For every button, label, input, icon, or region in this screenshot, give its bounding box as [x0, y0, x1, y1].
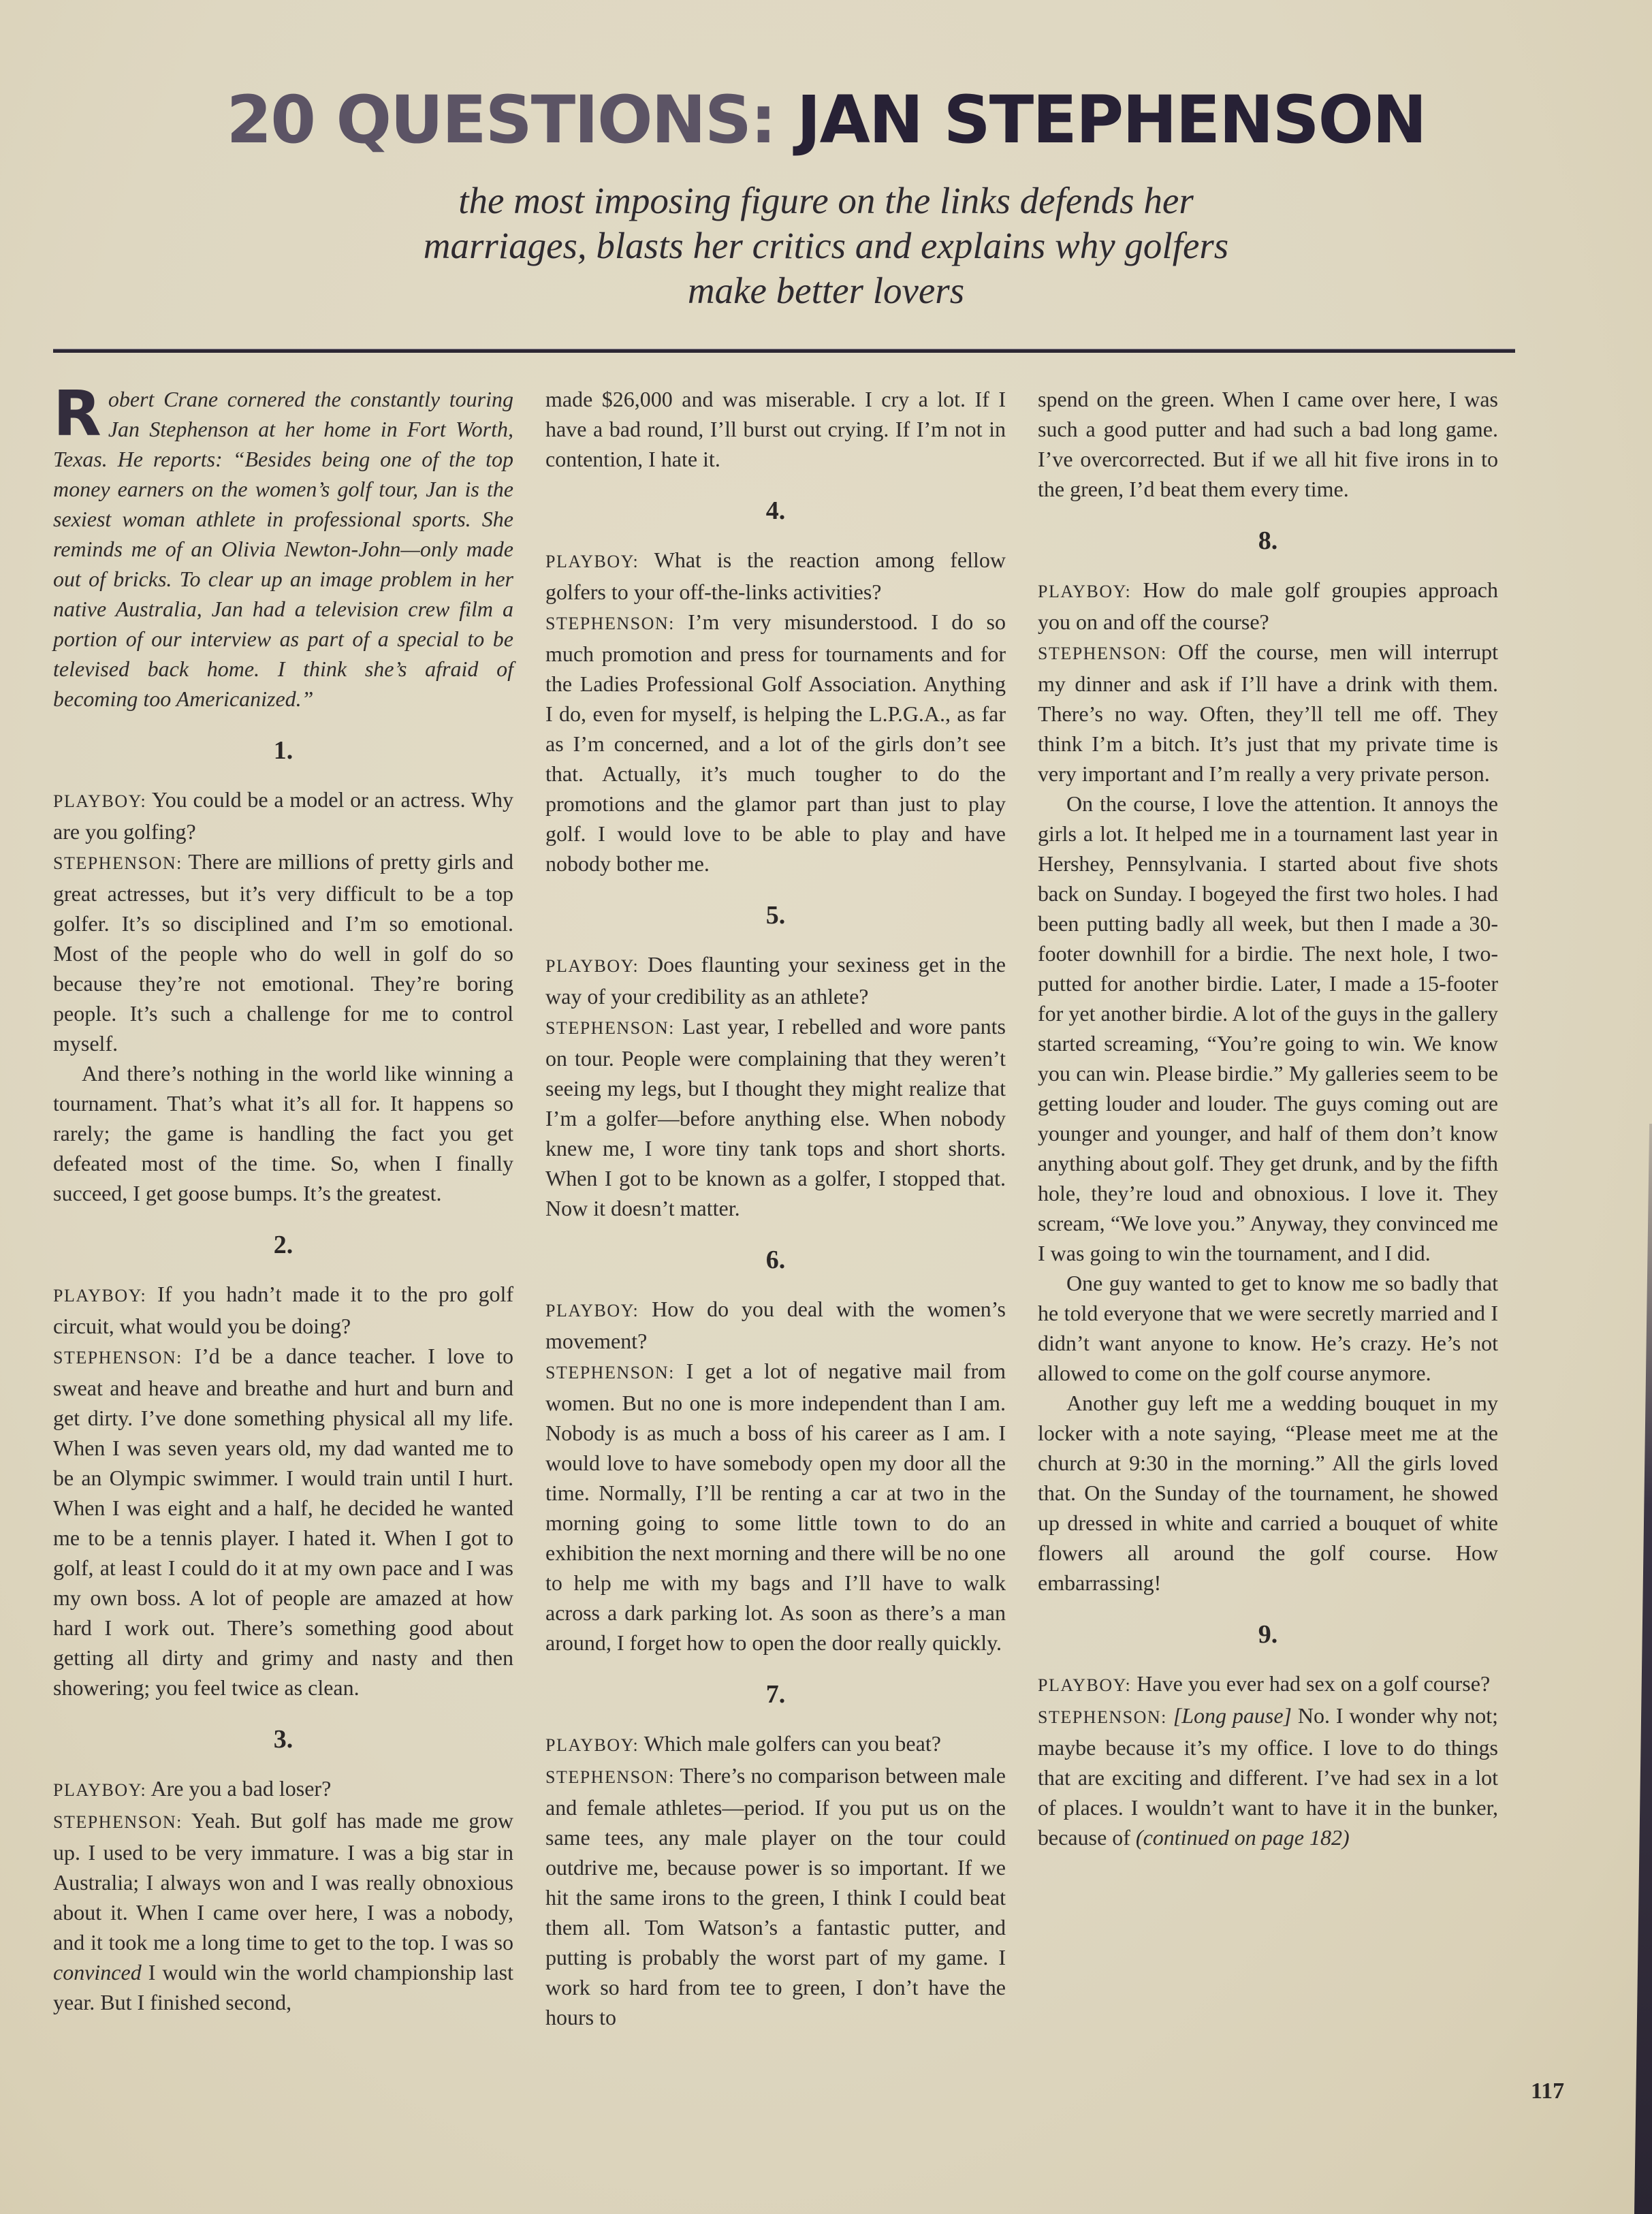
speaker-playboy: PLAYBOY: — [1038, 1675, 1132, 1695]
answer-text: I would win the world championship last year. But I finished second, — [53, 1960, 513, 2014]
speaker-playboy: PLAYBOY: — [545, 552, 639, 571]
question-text: Are you a bad loser? — [150, 1776, 332, 1801]
continued-note: (continued on page 182) — [1135, 1825, 1350, 1850]
speaker-playboy: PLAYBOY: — [545, 956, 639, 976]
question-7 — [545, 1728, 1006, 1760]
subtitle-line: marriages, blasts her critics and explains why golfers — [423, 225, 1229, 266]
answer-8 — [1038, 637, 1498, 789]
subtitle-line: make better lovers — [687, 270, 965, 311]
title-name: JAN STEPHENSON — [796, 82, 1426, 158]
question-4 — [545, 545, 1006, 607]
speaker-stephenson: STEPHENSON: — [1038, 1707, 1167, 1727]
question-text: Does flaunting your sexiness get in the way of your credibility as an athlete? — [545, 952, 1006, 1009]
article-body — [53, 377, 1499, 2032]
speaker-playboy: PLAYBOY: — [53, 791, 147, 811]
intro-paragraph — [53, 377, 513, 714]
answer-text: No. I wonder why not; maybe because it’s my office. I love to do things that are exciting and different. I’ve had sex in a lot of places. I wouldn’t want to have it in the bunker, because of — [1038, 1703, 1499, 1850]
question-number-5: 5. — [765, 901, 786, 930]
answer-text: Last year, I rebelled and wore pants on tour. People were complaining that they weren’t seeing my legs, but I thought they might realize that I’m a golfer—before anything else. When nobody knew me, I wore tiny tank tops and short shorts. When I got to be known as a golfer, I stopped that. Now it doesn’t matter. — [545, 1014, 1006, 1220]
speaker-stephenson: STEPHENSON: — [53, 1348, 182, 1367]
question-9 — [1038, 1669, 1498, 1701]
question-5 — [545, 949, 1006, 1011]
question-number-2: 2. — [273, 1231, 293, 1259]
speaker-stephenson: STEPHENSON: — [545, 1018, 675, 1038]
answer-text: There’s no comparison between male and female athletes—period. If you put us on the same tees, any male player on the tour could outdrive me, because power is so important. If we hit the same irons to the green, I think I could beat them all. Tom Watson’s a fantastic putter, and putting is probably the worst part of my game. I work so hard from tee to green, I don’t have the hours to — [545, 1763, 1006, 2029]
title-kicker: 20 QUESTIONS: — [226, 82, 776, 158]
question-1 — [53, 785, 513, 847]
question-number-4: 4. — [765, 496, 786, 525]
subtitle-line: the most imposing figure on the links defends her — [458, 180, 1194, 221]
speaker-playboy: PLAYBOY: — [1038, 582, 1132, 601]
page-binding-shadow — [1634, 1124, 1652, 2214]
column-2 — [545, 384, 1006, 2032]
divider-rule — [53, 349, 1515, 353]
question-text: Have you ever had sex on a golf course? — [1137, 1671, 1491, 1696]
speaker-playboy: PLAYBOY: — [53, 1286, 147, 1306]
answer-text: There are millions of pretty girls and great actresses, but it’s very difficult to be a top golfer. It’s so disciplined and I’m so emotional. Most of the people who do well in golf do so because they’re not emotional. They’re boring people. It’s such a challenge for me to control myself. — [53, 849, 514, 1056]
answer-text: Off the course, men will interrupt my dinner and ask if I’ll have a drink with them. There’s no way. Often, they’ll tell me off. They think I’m a bitch. It’s just that my private time is very important and I’m really a very private person. — [1038, 639, 1499, 786]
page-title — [0, 82, 1652, 158]
speaker-stephenson: STEPHENSON: — [545, 1363, 675, 1382]
answer-text: I’d be a dance teacher. I love to sweat and heave and breathe and hurt and burn and get dirty. I’ve done something physical all my life. When I was seven years old, my dad wanted me to be an Olympic swimmer. I would train until I hurt. When I was eight and a half, he decided he wanted me to be a tennis player. I hated it. When I got to golf, at least I could do it at my own pace and I was my own boss. A lot of people are amazed at how hard I work out. There’s something good about getting all dirty and grimy and nasty and then showering; you feel twice as clean. — [53, 1344, 514, 1700]
question-text: Which male golfers can you beat? — [644, 1731, 941, 1756]
question-3 — [53, 1773, 513, 1805]
question-2 — [53, 1279, 513, 1341]
question-number-6: 6. — [765, 1246, 786, 1274]
question-8 — [1038, 575, 1498, 637]
article-header — [0, 0, 1652, 353]
speaker-playboy: PLAYBOY: — [53, 1780, 147, 1800]
column-3 — [1038, 384, 1498, 2032]
answer-6 — [545, 1356, 1006, 1658]
answer-8-par-2: On the course, I love the attention. It annoys the girls a lot. It helped me in a tournament last year in Hershey, Pennsylvania. I started about five shots back on Sunday. I bogeyed the first two holes. I had been putting badly all week, but then I made a 30-footer downhill for a birdie. The next hole, I two-putted for another birdie. Later, I made a 15-footer for yet another birdie. A lot of the guys in the gallery started screaming, “You’re going to win. We know you can win. Please birdie.” My galleries seem to be getting louder and louder. The guys coming out are younger and younger, and half of them don’t know anything about golf. They get drunk, and by the fifth hole, they’re loud and obnoxious. I love it. They scream, “We love you.” Anyway, they convinced me I was going to win the tournament, and I did. — [1038, 791, 1498, 1265]
question-number-1: 1. — [273, 736, 293, 765]
speaker-stephenson: STEPHENSON: — [1038, 644, 1167, 663]
question-number-9: 9. — [1258, 1620, 1278, 1649]
stage-direction: [Long pause] — [1173, 1703, 1292, 1728]
question-number-3: 3. — [273, 1725, 293, 1754]
speaker-stephenson: STEPHENSON: — [545, 1767, 675, 1787]
subtitle — [0, 178, 1652, 313]
speaker-playboy: PLAYBOY: — [545, 1735, 639, 1755]
answer-1 — [53, 847, 513, 1058]
speaker-stephenson: STEPHENSON: — [545, 614, 675, 633]
question-text: How do you deal with the women’s movement? — [545, 1297, 1006, 1353]
answer-1-par-2: And there’s nothing in the world like winning a tournament. That’s what it’s all for. It happens so rarely; the game is handling the fact you get defeated most of the time. So, when I finally succeed, I get goose bumps. It’s the greatest. — [53, 1061, 513, 1205]
question-text: What is the reaction among fellow golfers to your off-the-links activities? — [545, 548, 1006, 604]
answer-8-par-3: One guy wanted to get to know me so badly that he told everyone that we were secretly married and I didn’t want anyone to know. He’s crazy. He’s not allowed to come on the golf course anymore. — [1038, 1271, 1498, 1385]
answer-2 — [53, 1341, 513, 1703]
answer-9 — [1038, 1701, 1498, 1852]
drop-cap: R — [53, 377, 101, 450]
answer-3-continuation: made $26,000 and was miserable. I cry a lot. If I have a bad round, I’ll burst out crying. If I’m not in contention, I hate it. — [545, 387, 1006, 471]
answer-5 — [545, 1011, 1006, 1223]
speaker-stephenson: STEPHENSON: — [53, 1812, 182, 1832]
question-text: If you hadn’t made it to the pro golf circuit, what would you be doing? — [53, 1282, 514, 1338]
speaker-stephenson: STEPHENSON: — [53, 853, 182, 873]
answer-text: I get a lot of negative mail from women. But no one is more independent than I am. Nobody is as much a boss of his career as I am. I would love to have somebody open my door all the time. Normally, I’ll be renting a car at two in the morning going to some little town to do an exhibition the next morning and there will be no one to help me with my bags and I’ll have to walk across a dark parking lot. As soon as there’s a man around, I forget how to open the door really quickly. — [545, 1359, 1006, 1655]
question-text: How do male golf groupies approach you on and off the course? — [1038, 578, 1499, 634]
answer-3 — [53, 1805, 513, 2017]
question-number-8: 8. — [1258, 526, 1278, 555]
answer-7-continuation: spend on the green. When I came over here, I was such a good putter and had such a bad long game. I’ve overcorrected. But if we all hit five irons in to the green, I’d beat them every time. — [1038, 387, 1498, 501]
answer-8-par-4: Another guy left me a wedding bouquet in my locker with a note saying, “Please meet me at the church at 9:30 in the morning.” All the girls loved that. On the Sunday of the tournament, he showed up dressed in white and carried a bouquet of white flowers all around the golf course. How embarrassing! — [1038, 1391, 1498, 1595]
speaker-playboy: PLAYBOY: — [545, 1301, 639, 1321]
answer-text: Yeah. But golf has made me grow up. I used to be very immature. I was a big star in Australia; I always won and I was really obnoxious about it. When I came over here, I was a nobody, and it took me a long time to get to the top. I was so — [53, 1808, 514, 1955]
answer-4 — [545, 607, 1006, 879]
answer-7 — [545, 1760, 1006, 2032]
answer-emphasis: convinced — [53, 1960, 142, 1984]
column-1 — [53, 377, 514, 2032]
question-text: You could be a model or an actress. Why are you golfing? — [53, 787, 514, 844]
page-number: 117 — [1531, 2078, 1565, 2104]
question-6 — [545, 1294, 1006, 1356]
question-number-7: 7. — [765, 1680, 786, 1709]
intro-text: obert Crane cornered the constantly touring Jan Stephenson at her home in Fort Worth, Texas. He reports: “Besides being one of the top money earners on the women’s golf tour, Jan is the sexiest woman athlete in professional sports. She reminds me of an Olivia Newton-John—only made out of bricks. To clear up an image problem in her native Australia, Jan had a television crew film a portion of our interview as part of a special to be televised back home. I think she’s afraid of becoming too Americanized.” — [53, 387, 513, 711]
answer-text: I’m very misunderstood. I do so much promotion and press for tournaments and for the Ladies Professional Golf Association. Anything I do, even for myself, is helping the L.P.G.A., as far as I’m concerned, and a lot of the girls don’t see that. Actually, it’s much tougher to do the promotions and the glamor part than just to play golf. I would love to be able to play and have nobody bother me. — [545, 610, 1006, 876]
